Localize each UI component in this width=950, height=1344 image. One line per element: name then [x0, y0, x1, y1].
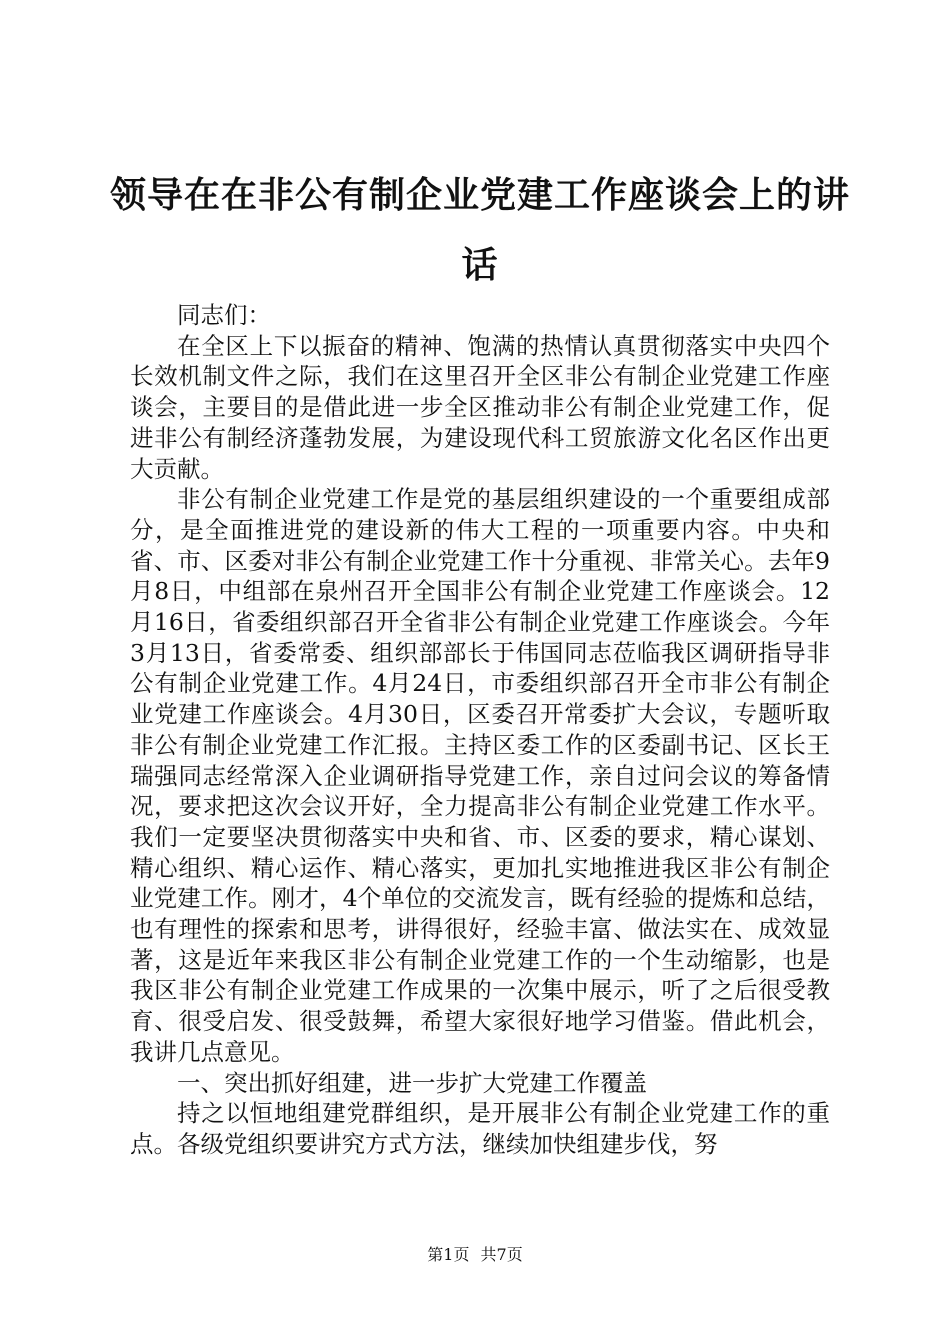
body-paragraph: 持之以恒地组建党群组织，是开展非公有制企业党建工作的重点。各级党组织要讲究方式方法，继续加快组建步伐，努	[130, 1099, 830, 1158]
body-paragraph: 在全区上下以振奋的精神、饱满的热情认真贯彻落实中央四个长效机制文件之际，我们在这里召开全区非公有制企业党建工作座谈会，主要目的是借此进一步全区推动非公有制企业党建工作，促进非公有制经济蓬勃发展，为建设现代科工贸旅游文化名区作出更大贡献。	[130, 331, 830, 483]
section-heading: 一、突出抓好组建，进一步扩大党建工作覆盖	[177, 1068, 647, 1097]
page-total: 共7页	[480, 1245, 523, 1264]
document-body	[130, 300, 830, 1160]
page-number: 第1页	[427, 1245, 470, 1264]
page-footer	[0, 1242, 950, 1265]
body-paragraph: 非公有制企业党建工作是党的基层组织建设的一个重要组成部分，是全面推进党的建设新的伟大工程的一项重要内容。中央和省、市、区委对非公有制企业党建工作十分重视、非常关心。去年9月8日，中组部在泉州召开全国非公有制企业党建工作座谈会。12月16日，省委组织部召开全省非公有制企业党建工作座谈会。今年3月13日，省委常委、组织部部长于伟国同志莅临我区调研指导非公有制企业党建工作。4月24日，市委组织部召开全市非公有制企业党建工作座谈会。4月30日，区委召开常委扩大会议，专题听取非公有制企业党建工作汇报。主持区委工作的区委副书记、区长王瑞强同志经常深入企业调研指导党建工作，亲自过问会议的筹备情况，要求把这次会议开好，全力提高非公有制企业党建工作水平。我们一定要坚决贯彻落实中央和省、市、区委的要求，精心谋划、精心组织、精心运作、精心落实，更加扎实地推进我区非公有制企业党建工作。刚才，4个单位的交流发言，既有经验的提炼和总结，也有理性的探索和思考，讲得很好，经验丰富、做法实在、成效显著，这是近年来我区非公有制企业党建工作的一个生动缩影，也是我区非公有制企业党建工作成果的一次集中展示，听了之后很受教育、很受启发、很受鼓舞，希望大家很好地学习借鉴。借此机会，我讲几点意见。	[130, 485, 830, 1066]
document-title: 领导在在非公有制企业党建工作座谈会上的讲话	[110, 174, 851, 286]
salutation-paragraph: 同志们：	[177, 301, 271, 329]
